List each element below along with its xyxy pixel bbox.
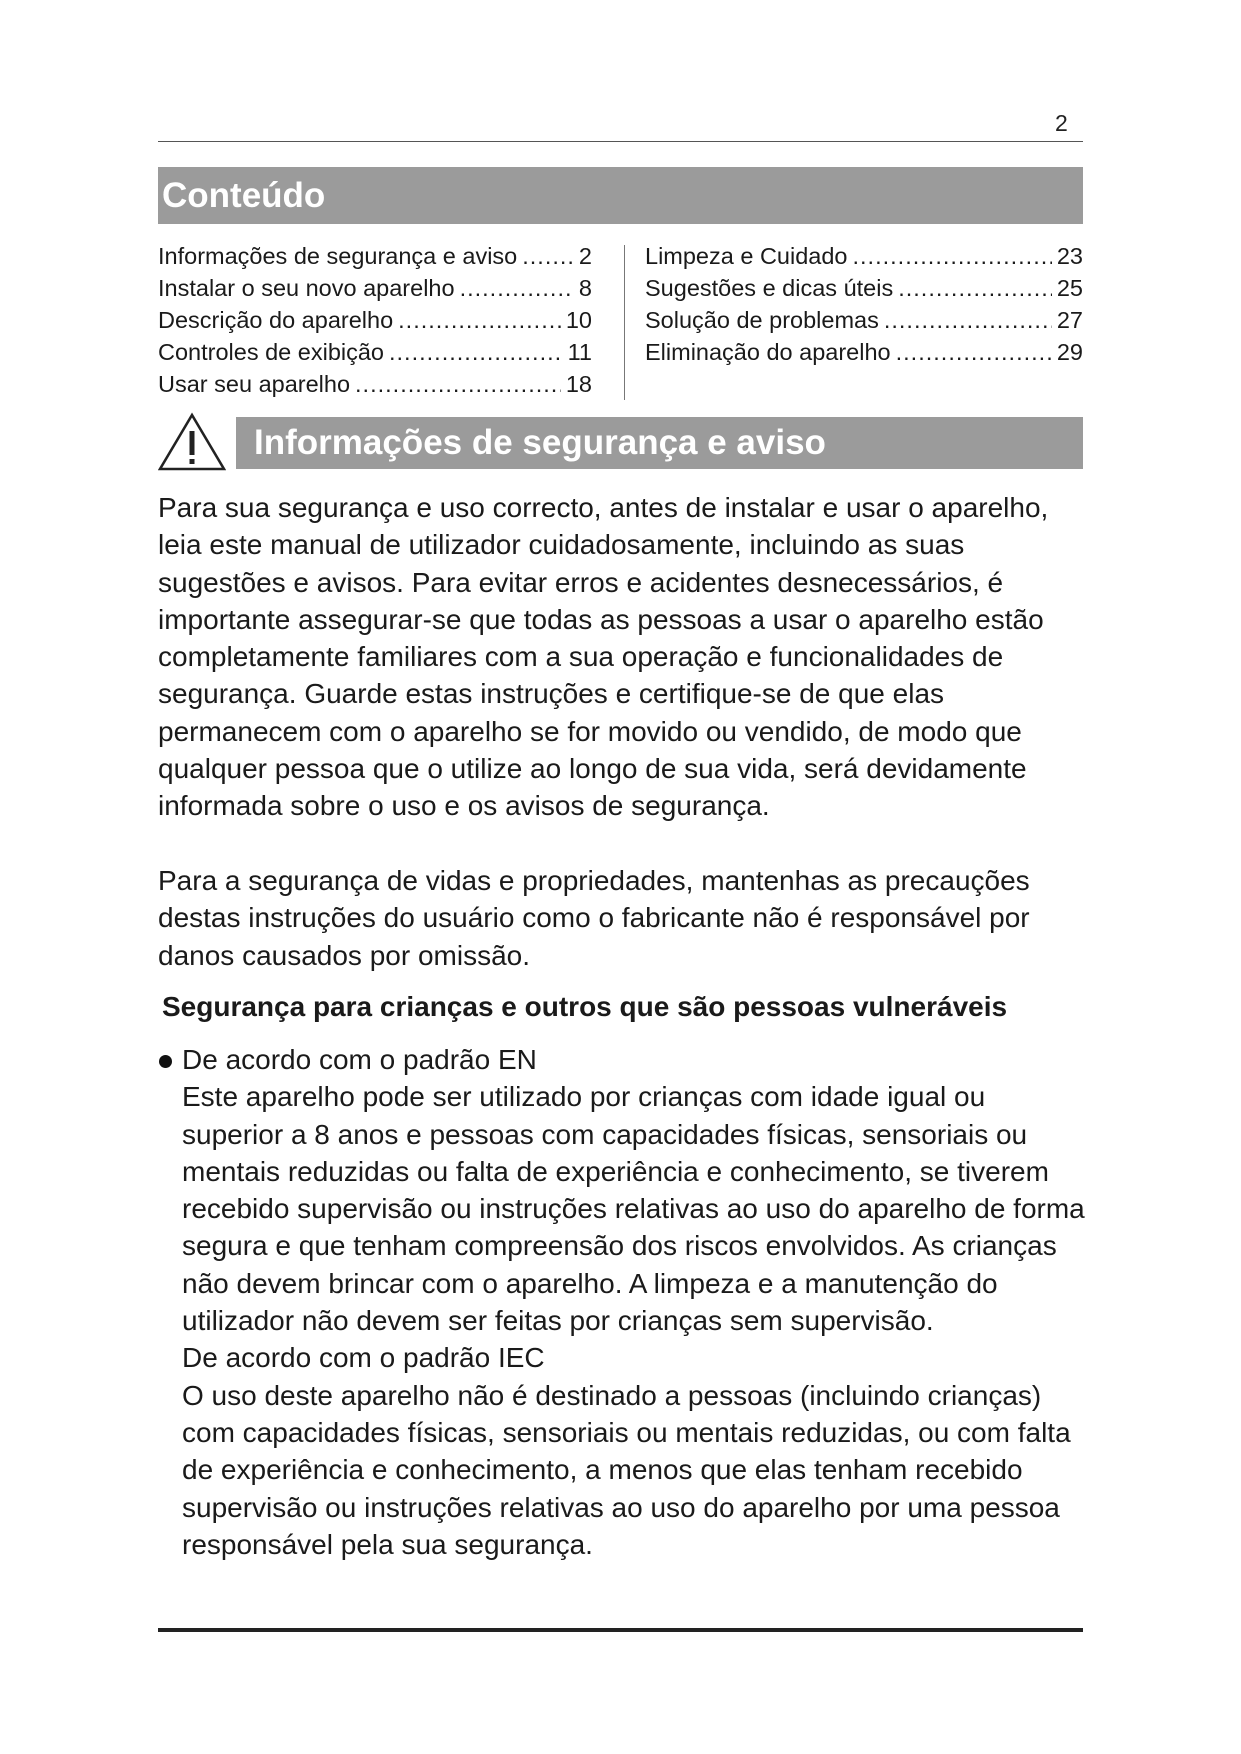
contents-heading: Conteúdo	[158, 167, 1083, 224]
toc-entry-page: 2	[578, 243, 592, 269]
safety-liability-paragraph: Para a segurança de vidas e propriedades, mantenhas as precauções destas instruções do usuário como o fabricante não é responsável por danos causados por omissão.	[158, 865, 1030, 971]
toc-leader	[398, 307, 561, 334]
toc-entry[interactable]	[158, 339, 592, 371]
toc-leader	[522, 243, 574, 270]
toc-entry-page: 8	[578, 275, 592, 301]
toc-entry[interactable]	[645, 307, 1083, 339]
toc-entry-page: 27	[1056, 307, 1083, 333]
toc-entry-title: Limpeza e Cuidado	[645, 243, 848, 269]
toc-entry[interactable]	[645, 243, 1083, 275]
toc-leader	[355, 371, 561, 398]
toc-entry-title: Sugestões e dicas úteis	[645, 275, 894, 301]
toc-entry-title: Descrição do aparelho	[158, 307, 394, 333]
iec-standard-title: De acordo com o padrão IEC	[182, 1342, 545, 1374]
toc-leader	[896, 339, 1052, 366]
toc-entry-title: Solução de problemas	[645, 307, 879, 333]
bullet-icon	[159, 1055, 172, 1068]
page-number: 2	[1055, 110, 1068, 136]
toc-entry-page: 29	[1056, 339, 1083, 365]
toc-right-column	[645, 243, 1083, 371]
toc-leader	[853, 243, 1052, 270]
warning-triangle-icon	[158, 412, 226, 472]
toc-entry[interactable]	[645, 275, 1083, 307]
toc-entry-page: 10	[565, 307, 592, 333]
toc-entry-title: Usar seu aparelho	[158, 371, 351, 397]
toc-entry-title: Informações de segurança e aviso	[158, 243, 518, 269]
iec-standard-text: O uso deste aparelho não é destinado a pessoas (incluindo crianças) com capacidades físicas, sensoriais ou mentais reduzidas, ou com falta de experiência e conhecimento, a menos que elas tenham recebido supervisão ou instruções relativas ao uso do aparelho por uma pessoa responsável pela sua segurança.	[182, 1379, 1071, 1560]
children-safety-subheading: Segurança para crianças e outros que são pessoas vulneráveis	[162, 991, 1008, 1022]
toc-entry-title: Eliminação do aparelho	[645, 339, 891, 365]
toc-leader	[898, 275, 1052, 302]
toc-leader	[884, 307, 1052, 334]
footer-rule	[158, 1628, 1083, 1632]
toc-entry[interactable]	[158, 275, 592, 307]
toc-entry-page: 25	[1056, 275, 1083, 301]
header-rule	[158, 141, 1083, 142]
toc-entry-page: 11	[567, 339, 592, 365]
toc-entry[interactable]	[645, 339, 1083, 371]
en-standard-title: De acordo com o padrão EN	[182, 1044, 537, 1075]
safety-heading: Informações de segurança e aviso	[236, 417, 1083, 469]
toc-leader	[460, 275, 574, 302]
toc-entry-page: 18	[565, 371, 592, 397]
en-standard-text: Este aparelho pode ser utilizado por crianças com idade igual ou superior a 8 anos e pessoas com capacidades físicas, sensoriais ou mentais reduzidas ou falta de experiência e conhecimento, se tiverem recebido supervisão ou instruções relativas ao uso do aparelho de forma segura e que tenham compreensão dos riscos envolvidos. As crianças não devem brincar com o aparelho. A limpeza e a manutenção do utilizador não devem ser feitas por crianças sem supervisão.	[182, 1081, 1085, 1337]
toc-leader	[389, 339, 563, 366]
safety-intro-paragraph: Para sua segurança e uso correcto, antes de instalar e usar o aparelho, leia este manual de utilizador cuidadosamente, incluindo as suas sugestões e avisos. Para evitar erros e acidentes desnecessários, é importante assegurar-se que todas as pessoas a usar o aparelho estão completamente familiares com a sua operação e funcionalidades de segurança. Guarde estas instruções e certifique-se de que elas permanecem com o aparelho se for movido ou vendido, de modo que qualquer pessoa que o utilize ao longo de sua vida, será devidamente informada sobre o uso e os avisos de segurança.	[158, 492, 1049, 822]
toc-entry-title: Controles de exibição	[158, 339, 384, 365]
standards-bullet	[182, 1041, 1092, 1563]
toc-left-column	[158, 243, 592, 403]
toc-entry-page: 23	[1056, 243, 1083, 269]
toc-entry[interactable]	[158, 243, 592, 275]
toc-entry[interactable]	[158, 371, 592, 403]
toc-divider	[624, 245, 625, 400]
toc-entry-title: Instalar o seu novo aparelho	[158, 275, 455, 301]
toc-entry[interactable]	[158, 307, 592, 339]
